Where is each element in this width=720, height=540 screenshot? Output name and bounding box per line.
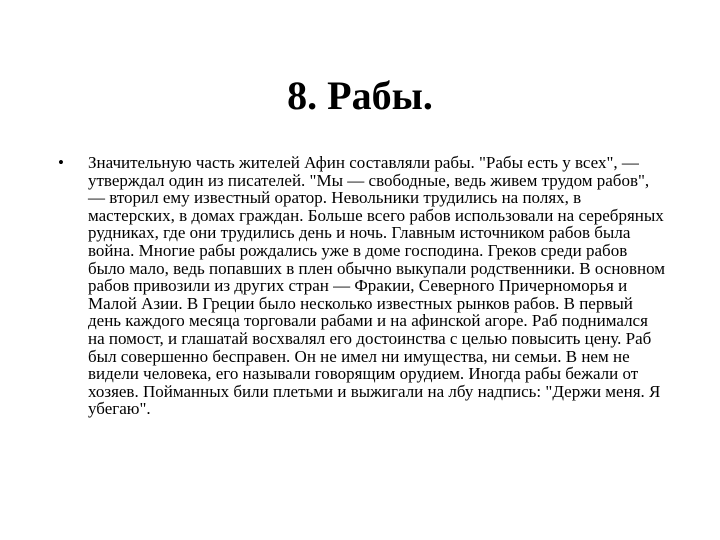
bullet-icon: • xyxy=(58,153,64,172)
body-text: Значительную часть жителей Афин составляли рабы. "Рабы есть у всех", — утверждал один из писателей. "Мы — свободные, ведь живем трудом рабов", — вторил ему известный оратор. Невольники трудились на полях, в мастерских, в домах граждан. Больше всего рабов использовали на серебряных рудниках, где они трудились день и ночь. Главным источником рабов была война. Многие рабы рождались уже в доме господина. Греков среди рабов было мало, ведь попавших в плен обычно выкупали родственники. В основном рабов привозили из других стран — Фракии, Северного Причерноморья и Малой Азии. В Греции было несколько известных рынков рабов. В первый день каждого месяца торговали рабами и на афинской агоре. Раб поднимался на помост, и глашатай восхвалял его достоинства с целью повысить цену. Раб был совершенно бесправен. Он не имел ни имущества, ни семьи. В нем не видели человека, его называли говорящим орудием. Иногда рабы бежали от хозяев. Пойманных били плетьми и выжигали на лбу надпись: "Держи меня. Я убегаю". xyxy=(88,153,666,419)
slide-content xyxy=(58,154,668,418)
slide-title: 8. Рабы. xyxy=(287,73,433,118)
bullet-item xyxy=(58,154,668,418)
